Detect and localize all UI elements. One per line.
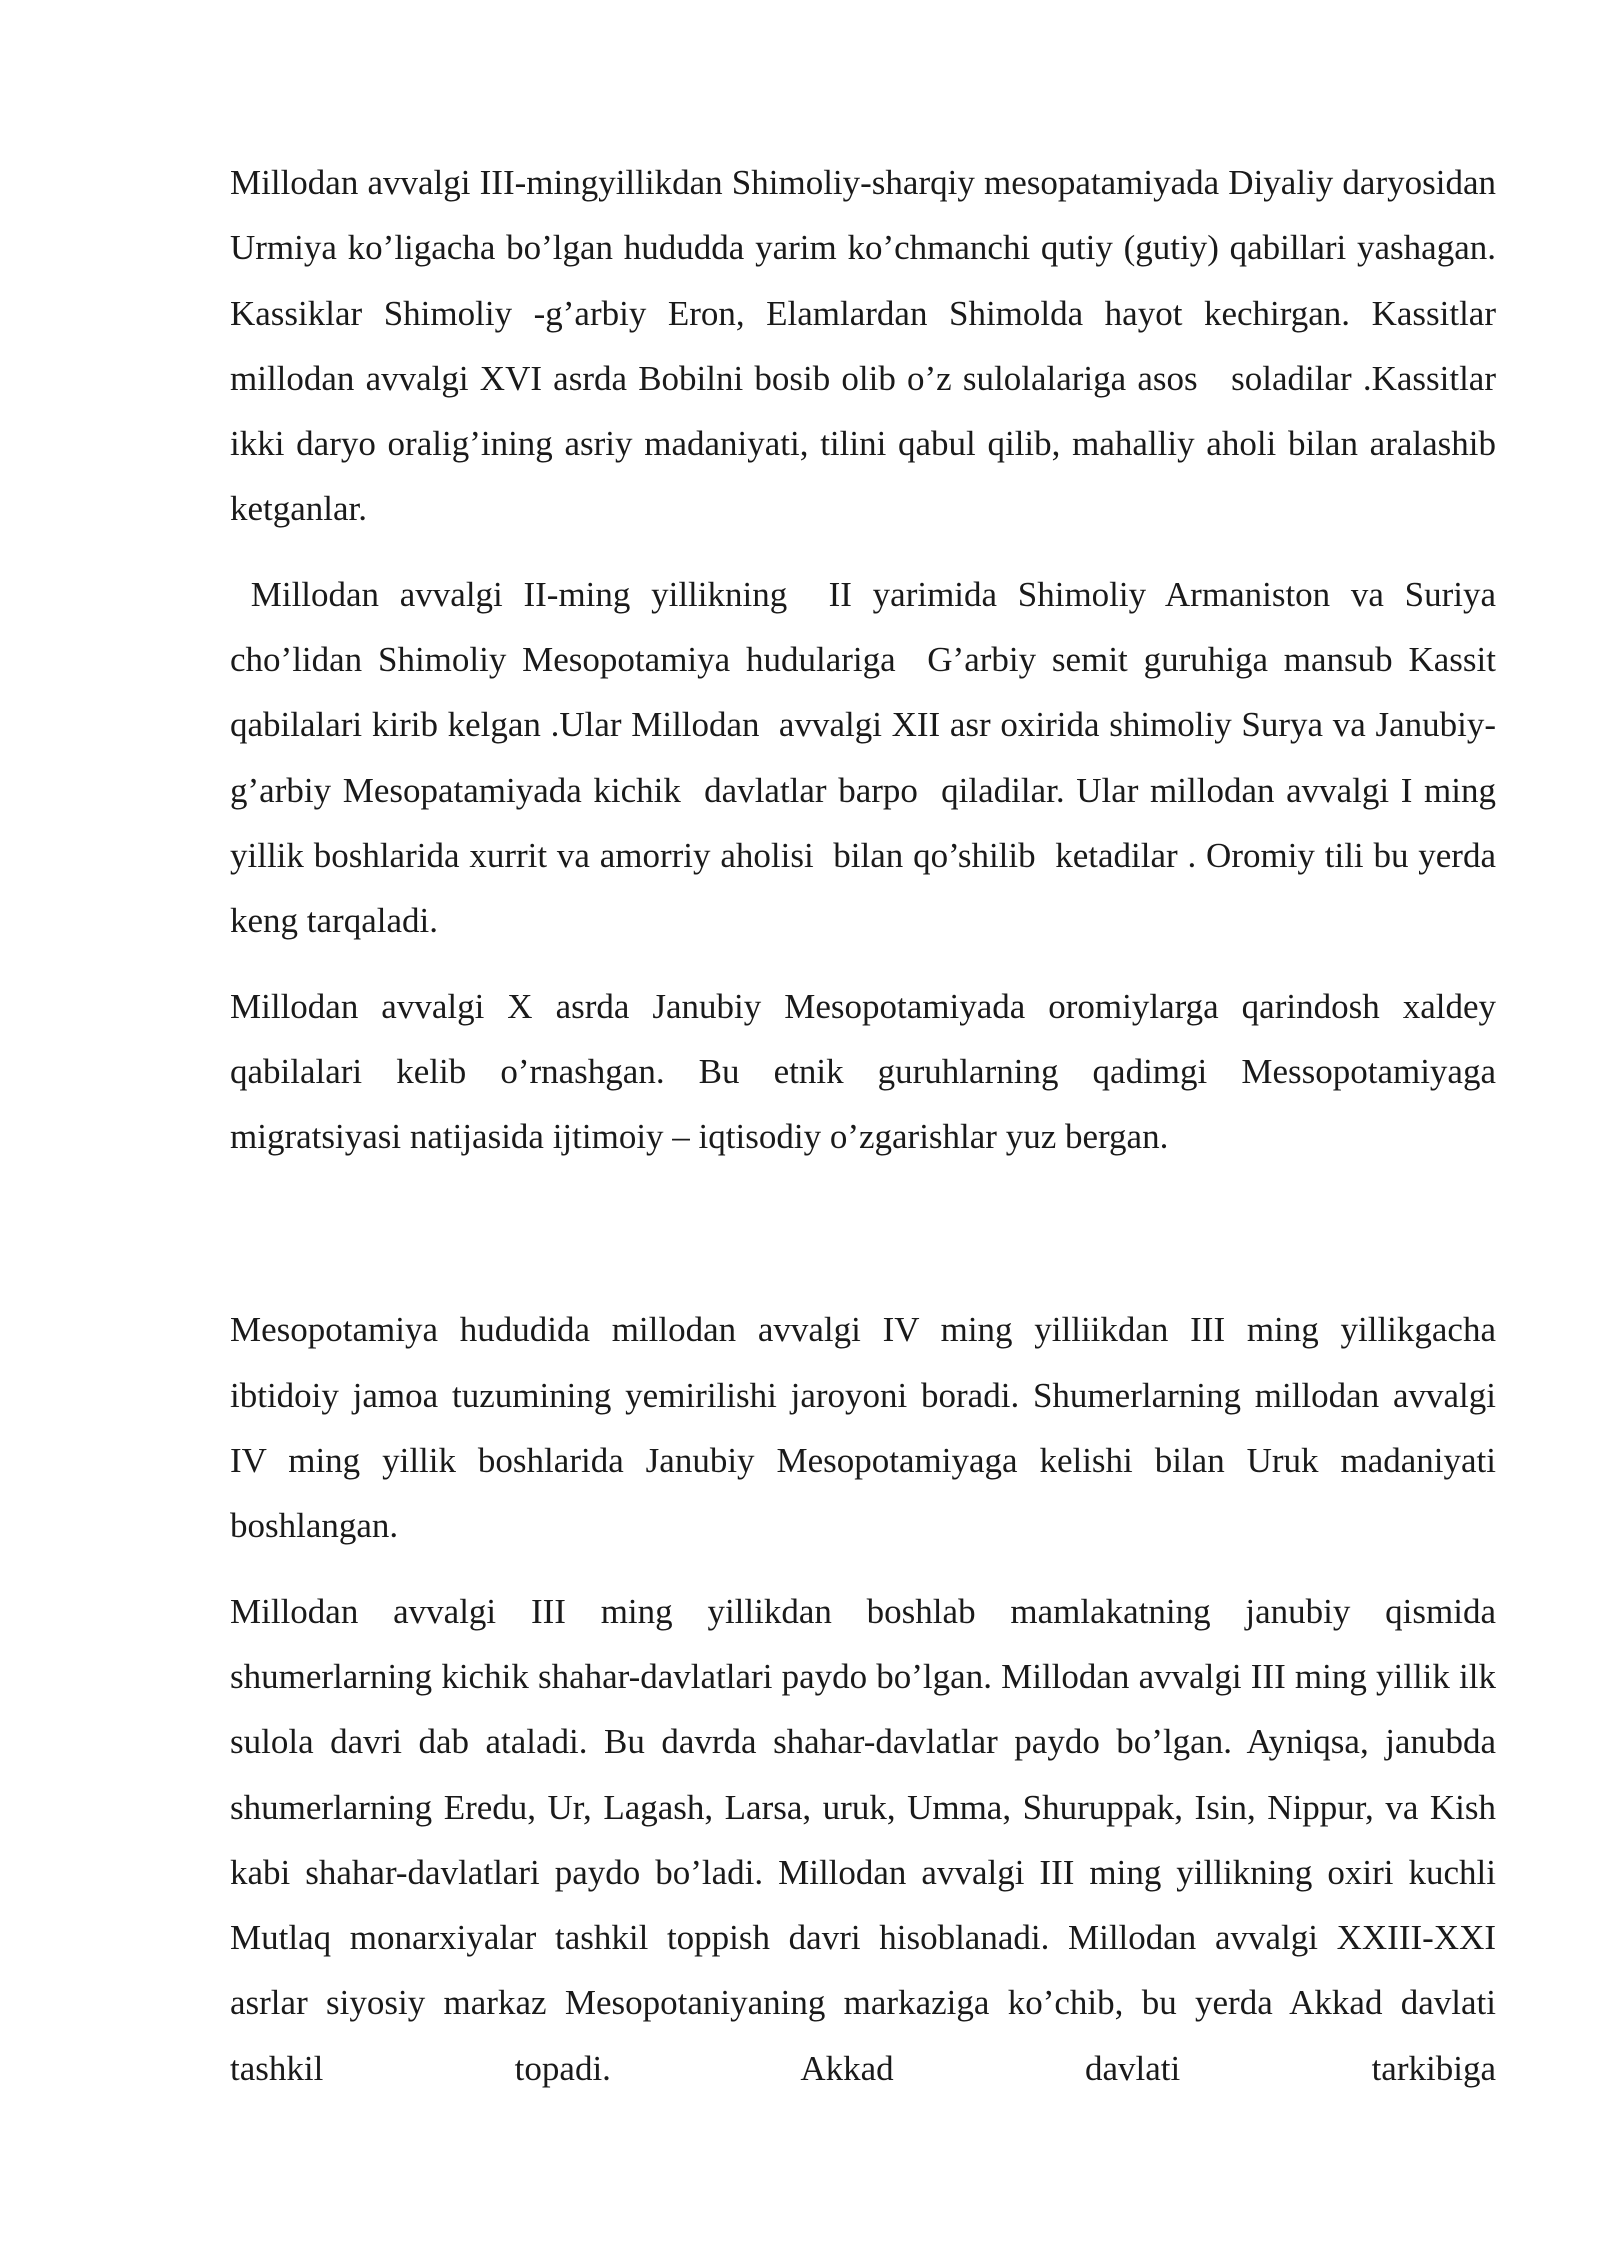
paragraph-4: Mesopotamiya hududida millodan avvalgi IV ming yilliikdan III ming yillikgacha ibtidoiy jamoa tuzumining yemirilishi jaroyoni boradi. Shumerlarning millodan avvalgi IV ming yillik boshlarida Janubiy Mesopotamiyaga kelishi bilan Uruk madaniyati boshlangan. [230, 1310, 1505, 1546]
paragraph-1: Millodan avvalgi III-mingyillikdan Shimoliy-sharqiy mesopatamiyada Diyaliy daryosidan Urmiya ko’ligacha bo’lgan hududda yarim ko’chmanchi qutiy (gutiy) qabillari yashagan. Kassiklar Shimoliy -g’arbiy Eron, Elamlardan Shimolda hayot kechirgan. Kassitlar millodan avvalgi XVI asrda Bobilni bosib olib o’z sulolalariga asos soladilar .Kassitlar ikki daryo oralig’ining asriy madaniyati, tilini qabul qilib, mahalliy aholi bilan aralashib ketganlar. [230, 163, 1505, 529]
paragraph-3: Millodan avvalgi X asrda Janubiy Mesopotamiyada oromiylarga qarindosh xaldey qabilalari kelib o’rnashgan. Bu etnik guruhlarning qadimgi Messopotamiyaga migratsiyasi natijasida ijtimoiy – iqtisodiy o’zgarishlar yuz bergan. [230, 986, 1505, 1157]
text-body [230, 150, 1505, 2121]
paragraph-5: Millodan avvalgi III ming yillikdan boshlab mamlakatning janubiy qismida shumerlarning kichik shahar-davlatlari paydo bo’lgan. Millodan avvalgi III ming yillik ilk sulola davri dab ataladi. Bu davrda shahar-davlatlar paydo bo’lgan. Ayniqsa, janubda shumerlarning Eredu, Ur, Lagash, Larsa, uruk, Umma, Shuruppak, Isin, Nippur, va Kish kabi shahar-davlatlari paydo bo’ladi. Millodan avvalgi III ming yillikning oxiri kuchli Mutlaq monarxiyalar tashkil toppish davri hisoblanadi. Millodan avvalgi XXIII-XXI asrlar siyosiy markaz Mesopotaniyaning markaziga ko’chib, bu yerda Akkad davlati tashkil topadi. Akkad davlati tarkibiga [230, 1591, 1505, 2088]
blank-line [230, 1189, 1496, 1297]
paragraph-2: Millodan avvalgi II-ming yillikning II yarimida Shimoliy Armaniston va Suriya cho’lidan Shimoliy Mesopotamiya hudulariga G’arbiy semit guruhiga mansub Kassit qabilalari kirib kelgan .Ular Millodan avvalgi XII asr oxirida shimoliy Surya va Janubiy- g’arbiy Mesopatamiyada kichik davlatlar barpo qiladilar. Ular millodan avvalgi I ming yillik boshlarida xurrit va amorriy aholisi bilan qo’shilib ketadilar . Oromiy tili bu yerda keng tarqaladi. [230, 574, 1505, 941]
